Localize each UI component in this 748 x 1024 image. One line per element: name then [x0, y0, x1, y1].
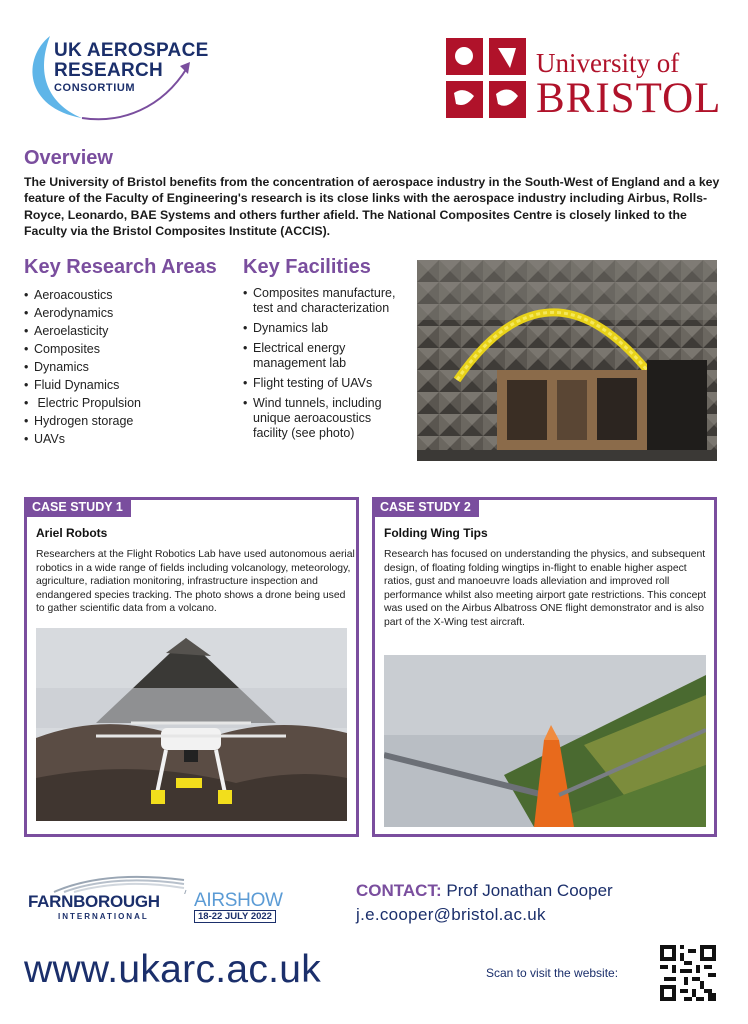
case-study-2-tag: CASE STUDY 2	[372, 497, 479, 517]
case-study-2-title: Folding Wing Tips	[384, 526, 488, 540]
airshow-word: AIRSHOW	[194, 890, 283, 911]
qr-code-icon[interactable]	[660, 945, 716, 1001]
case-study-1	[24, 497, 359, 837]
case-study-1-tag: CASE STUDY 1	[24, 497, 131, 517]
research-item: • Fluid Dynamics	[24, 376, 224, 394]
case-study-1-title: Ariel Robots	[36, 526, 108, 540]
case-study-2-body: Research has focused on understanding the physics, and subsequent design, of floating folding wingtips in-flight to enable higher aspect ratios, gust and manoeuvre loads alleviation and improved roll performance whilst also meeting airport gate restrictions. This concept was used on the Airbus Albatross ONE flight demonstrator and is also part of the X-Wing test aircraft.	[384, 549, 707, 628]
facility-item: • Electrical energy management lab	[243, 341, 403, 371]
facilities-list	[243, 286, 403, 446]
contact-line	[356, 881, 613, 901]
case-study-2	[372, 497, 717, 837]
research-item: • Aerodynamics	[24, 304, 224, 322]
research-item: • Aeroelasticity	[24, 322, 224, 340]
research-item: • Dynamics	[24, 358, 224, 376]
contact-email[interactable]: j.e.cooper@bristol.ac.uk	[356, 905, 546, 924]
bristol-logo	[446, 38, 726, 120]
website-link[interactable]: www.ukarc.ac.uk	[24, 948, 322, 991]
case-study-1-body: Researchers at the Flight Robotics Lab have used autonomous aerial robotics in a wide range of fields including volcanology, meteorology, agriculture, radiation monitoring, infrastructure inspection and endangered species tracking. The photo shows a drone being used to gather scientific data from a volcano.	[36, 549, 355, 615]
bristol-crest-icon	[446, 38, 526, 118]
contact-label: CONTACT:	[356, 881, 442, 900]
ukarc-line3: CONSORTIUM	[54, 82, 136, 94]
facility-item: • Wind tunnels, including unique aeroacoustics facility (see photo)	[243, 396, 403, 441]
scan-text: Scan to visit the website:	[486, 966, 619, 980]
research-item: • Aeroacoustics	[24, 286, 224, 304]
facilities-title: Key Facilities	[243, 256, 371, 278]
farnborough-word: FARNBOROUGH	[28, 892, 160, 911]
ukarc-line2: RESEARCH	[54, 60, 164, 81]
airshow-dates: 18-22 JULY 2022	[194, 910, 276, 923]
facility-item: • Flight testing of UAVs	[243, 376, 403, 391]
bristol-line1: University of	[536, 48, 680, 78]
research-item: • Hydrogen storage	[24, 412, 224, 430]
overview-title: Overview	[24, 147, 113, 169]
farnborough-international: INTERNATIONAL	[58, 912, 149, 921]
overview-body: The University of Bristol benefits from the concentration of aerospace industry in the South-West of England and a key feature of the Faculty of Engineering's research is its close links with the aerospace industry including Airbus, Rolls-Royce, Leonardo, BAE Systems and others further afield. The National Composites Centre is closely linked to the Faculty via the Bristol Composites Institute (ACCIS).	[24, 175, 720, 238]
wind-tunnel-photo	[417, 260, 717, 461]
bristol-line2: BRISTOL	[536, 75, 722, 122]
ukarc-logo	[22, 28, 222, 128]
research-list	[24, 286, 224, 448]
research-item: • UAVs	[24, 430, 224, 448]
ukarc-line1: UK AEROSPACE	[54, 40, 209, 61]
contact-name: Prof Jonathan Cooper	[446, 881, 613, 900]
facility-item: • Composites manufacture, test and characterization	[243, 286, 403, 316]
research-item: • Electric Propulsion	[24, 394, 224, 412]
research-title: Key Research Areas	[24, 256, 217, 278]
volcano-drone-photo	[36, 628, 347, 821]
farnborough-airshow-logo	[24, 870, 294, 930]
facility-item: • Dynamics lab	[243, 321, 403, 336]
research-item: • Composites	[24, 340, 224, 358]
wingtip-flight-photo	[384, 655, 706, 827]
